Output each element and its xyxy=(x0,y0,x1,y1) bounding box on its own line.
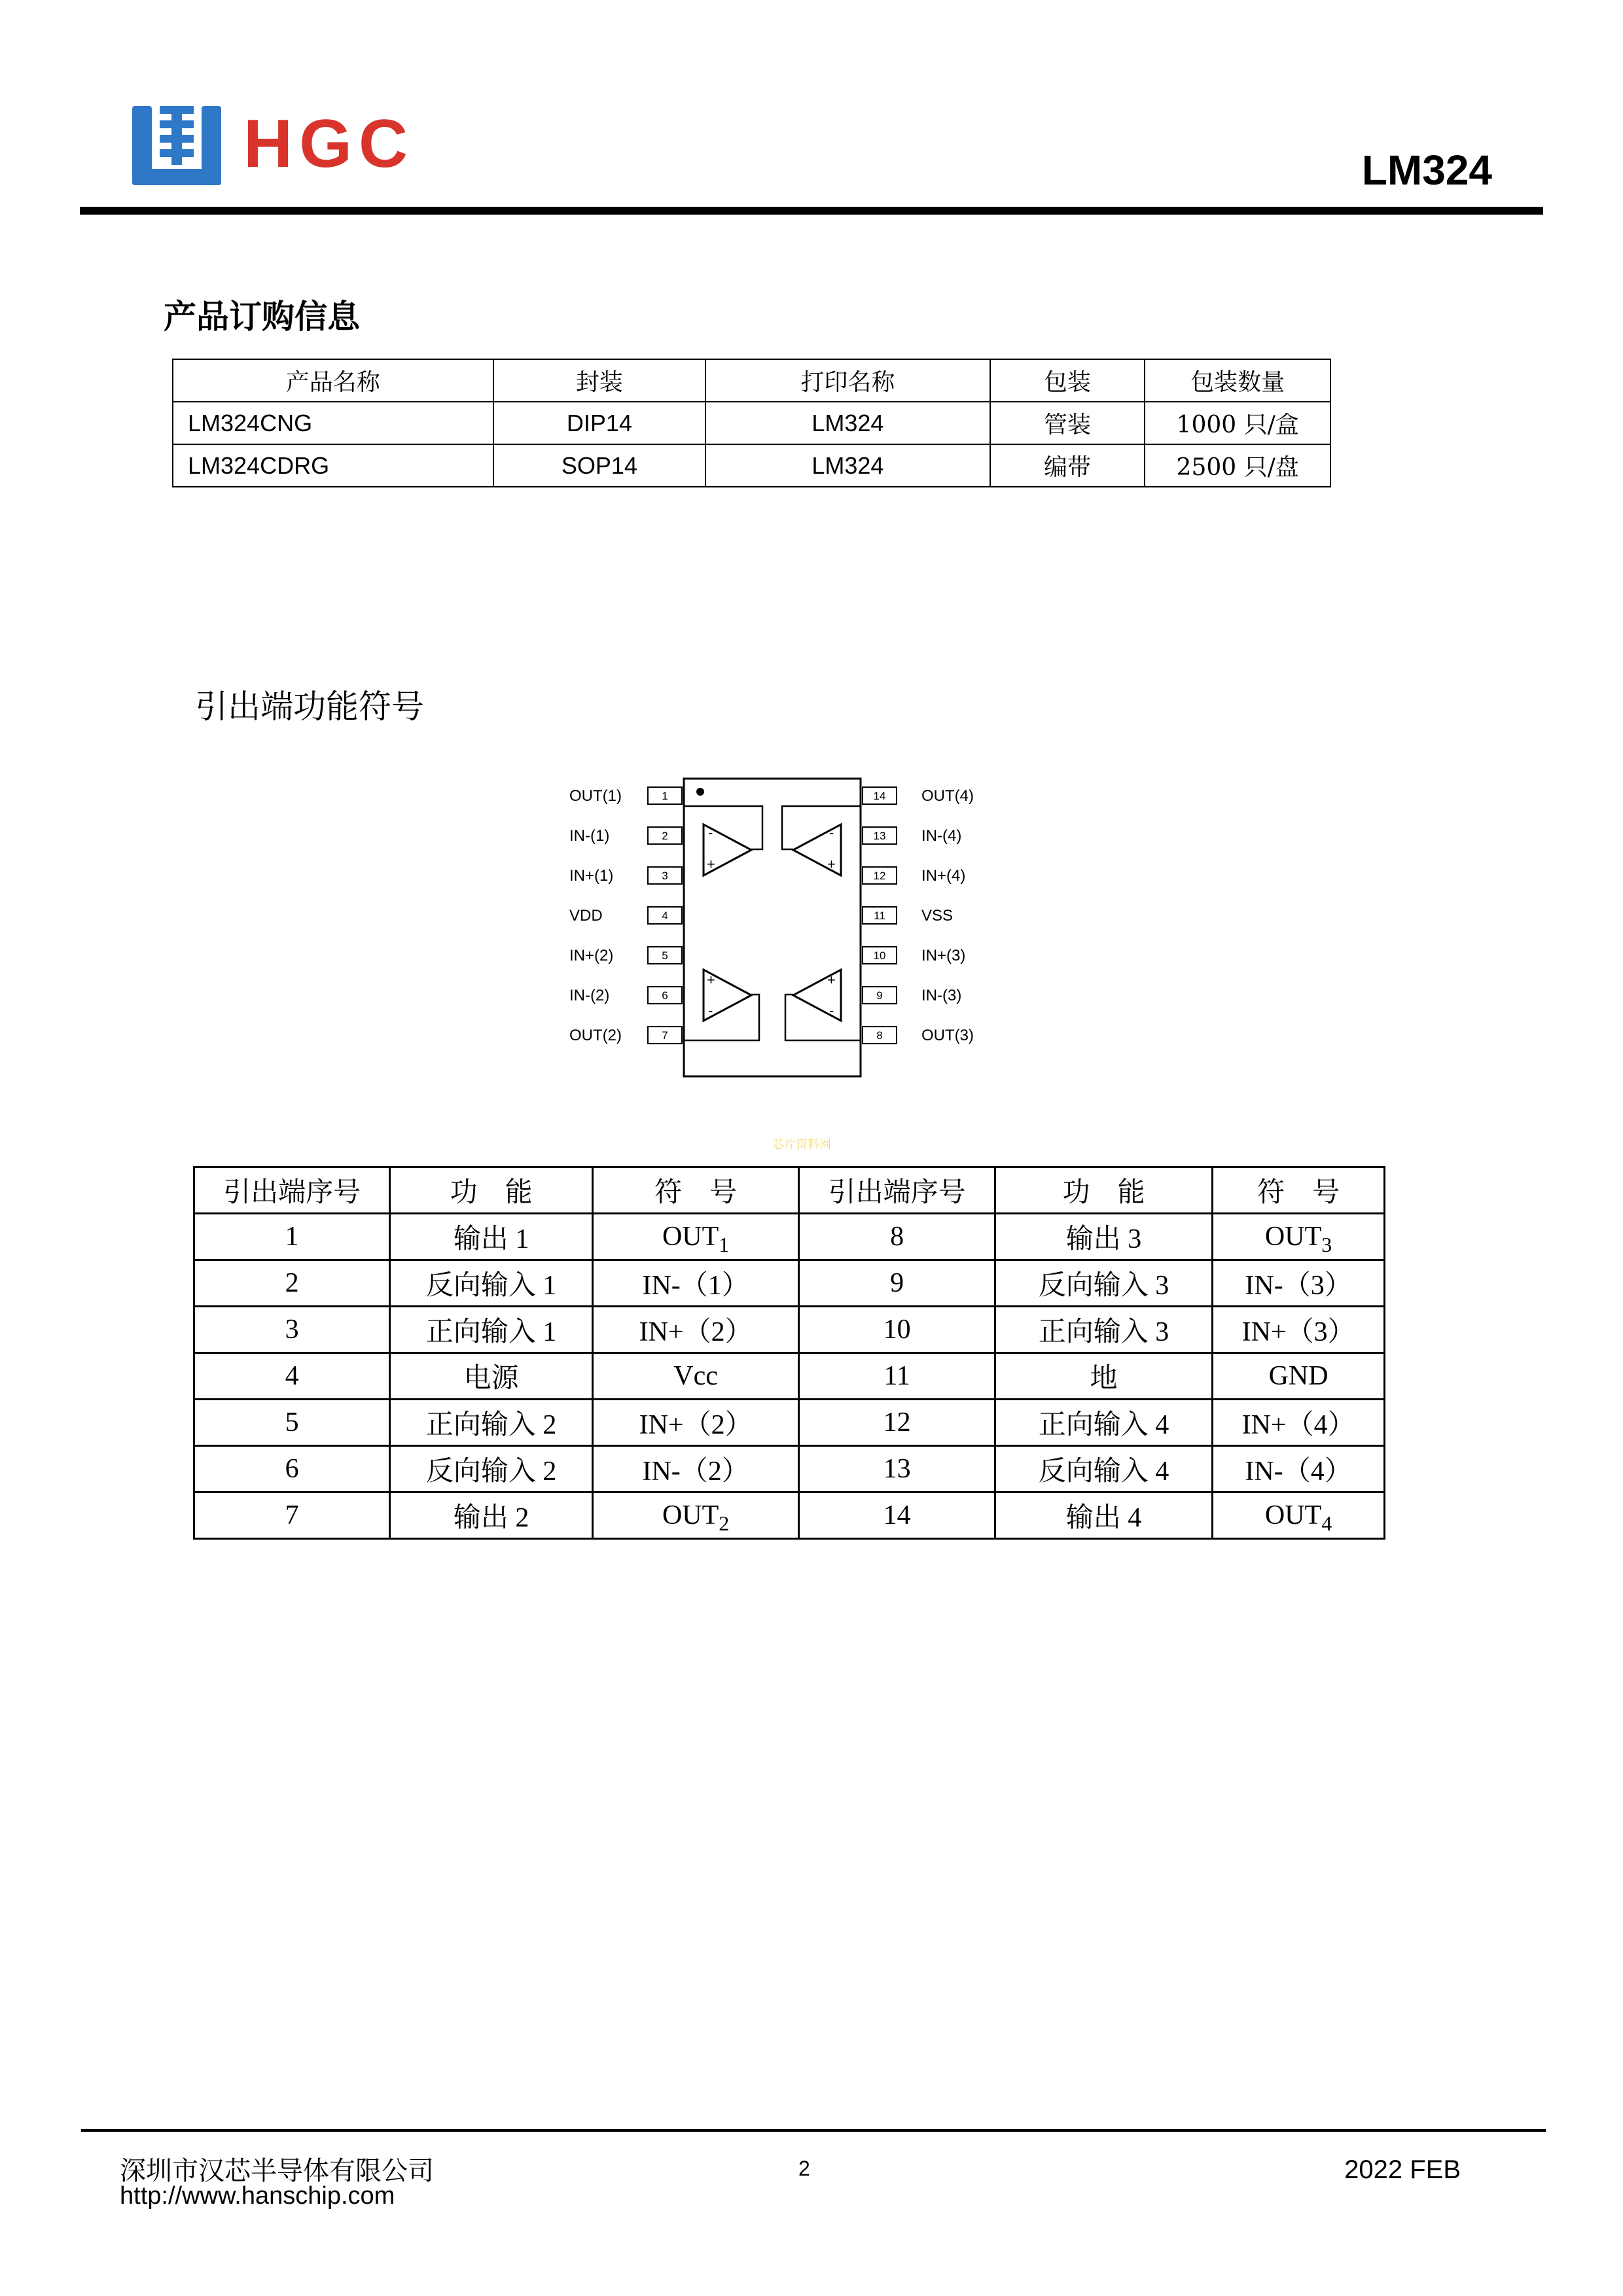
pin-number-label: 6 xyxy=(662,989,668,1002)
symbol-subscript: 1 xyxy=(719,1233,730,1256)
table-row xyxy=(194,1260,1385,1307)
pin1-marker-dot xyxy=(696,788,704,796)
table-cell: 2500 只/盘 xyxy=(1145,444,1330,487)
pin-name-label: OUT(3) xyxy=(921,1027,974,1044)
column-header: 产品名称 xyxy=(173,359,493,402)
symbol-text: OUT xyxy=(662,1222,719,1252)
pin-name-label: IN+(2) xyxy=(569,947,614,964)
table-header-row xyxy=(173,359,1330,402)
hgc-logo-icon xyxy=(131,105,223,186)
table-header-row xyxy=(194,1167,1385,1214)
symbol-text: OUT xyxy=(662,1500,719,1530)
pin-function: 输出 2 xyxy=(390,1492,592,1539)
pin-function: 正向输入 1 xyxy=(390,1307,592,1353)
table-row xyxy=(173,402,1330,444)
table-row xyxy=(194,1446,1385,1492)
pin-number-label: 5 xyxy=(662,949,668,962)
pin-number-label: 7 xyxy=(662,1029,668,1042)
pin-symbol: Vcc xyxy=(592,1353,799,1400)
column-header: 引出端序号 xyxy=(194,1167,390,1214)
pin-number-label: 10 xyxy=(873,949,886,962)
symbol-text: OUT xyxy=(1264,1222,1322,1252)
column-header: 包装 xyxy=(990,359,1145,402)
symbol-subscript: 2 xyxy=(719,1511,730,1535)
footer-divider xyxy=(81,2129,1546,2132)
amp3-plus-sign: + xyxy=(827,972,836,988)
ordering-title: 产品订购信息 xyxy=(164,298,360,336)
pin-name-label: OUT(2) xyxy=(569,1027,622,1044)
column-header: 封装 xyxy=(493,359,706,402)
symbol-subscript: 3 xyxy=(1321,1233,1332,1256)
pin-function: 地 xyxy=(995,1353,1212,1400)
pin-symbol xyxy=(1213,1492,1385,1539)
pin-symbol: IN-（4） xyxy=(1213,1446,1385,1492)
left-pin-group xyxy=(569,787,682,1044)
pin-number: 13 xyxy=(799,1446,995,1492)
pin-number-label: 11 xyxy=(874,910,885,922)
pin-number: 12 xyxy=(799,1400,995,1446)
pin-name-label: VSS xyxy=(921,907,954,925)
pin-number-label: 4 xyxy=(662,910,668,922)
pin-symbol: IN+（2） xyxy=(592,1400,799,1446)
pin-number: 8 xyxy=(799,1214,995,1260)
pin-symbol: IN+（2） xyxy=(592,1307,799,1353)
pin-function: 正向输入 3 xyxy=(995,1307,1212,1353)
pin-function-table xyxy=(193,1166,1385,1540)
table-row xyxy=(194,1400,1385,1446)
column-header: 符 号 xyxy=(1213,1167,1385,1214)
amp2-plus-sign: + xyxy=(707,972,715,988)
pin-number: 3 xyxy=(194,1307,390,1353)
pin-number: 6 xyxy=(194,1446,390,1492)
pin-number-label: 8 xyxy=(876,1029,883,1042)
pin-name-label: IN-(3) xyxy=(921,987,962,1004)
column-header: 功 能 xyxy=(995,1167,1212,1214)
symbol-subscript: 4 xyxy=(1321,1511,1332,1535)
pin-function: 反向输入 1 xyxy=(390,1260,592,1307)
right-pin-group xyxy=(863,787,974,1044)
pin-name-label: IN-(1) xyxy=(569,827,610,845)
amp2-minus-sign: - xyxy=(708,1002,713,1019)
pin-number: 14 xyxy=(799,1492,995,1539)
pin-number-label: 2 xyxy=(662,830,668,842)
pin-function: 反向输入 3 xyxy=(995,1260,1212,1307)
website-link[interactable]: http://www.hanschip.com xyxy=(120,2182,395,2210)
table-row xyxy=(173,444,1330,487)
pin-function: 反向输入 4 xyxy=(995,1446,1212,1492)
column-header: 引出端序号 xyxy=(799,1167,995,1214)
pin-number: 10 xyxy=(799,1307,995,1353)
pin-symbol: IN-（1） xyxy=(592,1260,799,1307)
pin-number-label: 13 xyxy=(873,830,886,842)
table-cell: 1000 只/盒 xyxy=(1145,402,1330,444)
pin-number: 2 xyxy=(194,1260,390,1307)
pin-name-label: OUT(1) xyxy=(569,787,622,805)
table-cell: LM324 xyxy=(705,402,990,444)
pin-number-label: 12 xyxy=(873,870,886,882)
pin-number: 11 xyxy=(799,1353,995,1400)
pin-function: 正向输入 2 xyxy=(390,1400,592,1446)
pin-symbol: GND xyxy=(1213,1353,1385,1400)
pin-number-label: 14 xyxy=(873,790,886,802)
table-row xyxy=(194,1307,1385,1353)
pin-number-label: 3 xyxy=(662,870,668,882)
pin-name-label: IN+(1) xyxy=(569,867,614,885)
pin-symbol: IN+（3） xyxy=(1213,1307,1385,1353)
pinout-title: 引出端功能符号 xyxy=(195,688,424,726)
pin-symbol xyxy=(1213,1214,1385,1260)
watermark-text: 芯片资料网 xyxy=(772,1138,831,1152)
brand-name: HGC xyxy=(243,106,415,182)
pin-function: 输出 3 xyxy=(995,1214,1212,1260)
ic-pinout-diagram xyxy=(563,772,1008,1086)
page-number: 2 xyxy=(798,2157,810,2180)
table-cell: LM324CDRG xyxy=(173,444,493,487)
pin-name-label: IN-(2) xyxy=(569,987,610,1004)
pin-number: 7 xyxy=(194,1492,390,1539)
table-cell: SOP14 xyxy=(493,444,706,487)
pin-symbol: IN+（4） xyxy=(1213,1400,1385,1446)
pin-number-label: 9 xyxy=(876,989,883,1002)
column-header: 包装数量 xyxy=(1145,359,1330,402)
pin-number: 1 xyxy=(194,1214,390,1260)
pin-symbol xyxy=(592,1492,799,1539)
table-cell: 编带 xyxy=(990,444,1145,487)
amp1-plus-sign: + xyxy=(707,856,715,872)
ordering-table xyxy=(172,359,1331,487)
pin-name-label: IN+(3) xyxy=(921,947,966,964)
column-header: 符 号 xyxy=(592,1167,799,1214)
column-header: 打印名称 xyxy=(705,359,990,402)
company-name: 深圳市汉芯半导体有限公司 xyxy=(120,2156,434,2186)
pin-name-label: OUT(4) xyxy=(921,787,974,805)
document-date: 2022 FEB xyxy=(1344,2155,1461,2184)
header-divider xyxy=(80,207,1543,215)
pin-name-label: IN+(4) xyxy=(921,867,966,885)
pin-number-label: 1 xyxy=(662,790,668,802)
pin-function: 正向输入 4 xyxy=(995,1400,1212,1446)
pin-symbol: IN-（3） xyxy=(1213,1260,1385,1307)
part-number: LM324 xyxy=(1361,147,1492,194)
table-cell: DIP14 xyxy=(493,402,706,444)
table-row xyxy=(194,1214,1385,1260)
pin-function: 电源 xyxy=(390,1353,592,1400)
amp4-minus-sign: - xyxy=(829,824,834,841)
pin-name-label: IN-(4) xyxy=(921,827,962,845)
pin-function: 反向输入 2 xyxy=(390,1446,592,1492)
pin-symbol: IN-（2） xyxy=(592,1446,799,1492)
pin-number: 9 xyxy=(799,1260,995,1307)
table-row xyxy=(194,1353,1385,1400)
pin-function: 输出 4 xyxy=(995,1492,1212,1539)
amp3-minus-sign: - xyxy=(829,1002,834,1019)
pin-name-label: VDD xyxy=(569,907,603,925)
pin-function: 输出 1 xyxy=(390,1214,592,1260)
column-header: 功 能 xyxy=(390,1167,592,1214)
table-row xyxy=(194,1492,1385,1539)
table-cell: LM324CNG xyxy=(173,402,493,444)
table-cell: 管装 xyxy=(990,402,1145,444)
pin-symbol xyxy=(592,1214,799,1260)
amp4-plus-sign: + xyxy=(827,856,836,872)
symbol-text: OUT xyxy=(1264,1500,1322,1530)
pin-number: 5 xyxy=(194,1400,390,1446)
amp1-minus-sign: - xyxy=(708,824,713,841)
pin-number: 4 xyxy=(194,1353,390,1400)
table-cell: LM324 xyxy=(705,444,990,487)
ic-package-body xyxy=(684,779,861,1076)
